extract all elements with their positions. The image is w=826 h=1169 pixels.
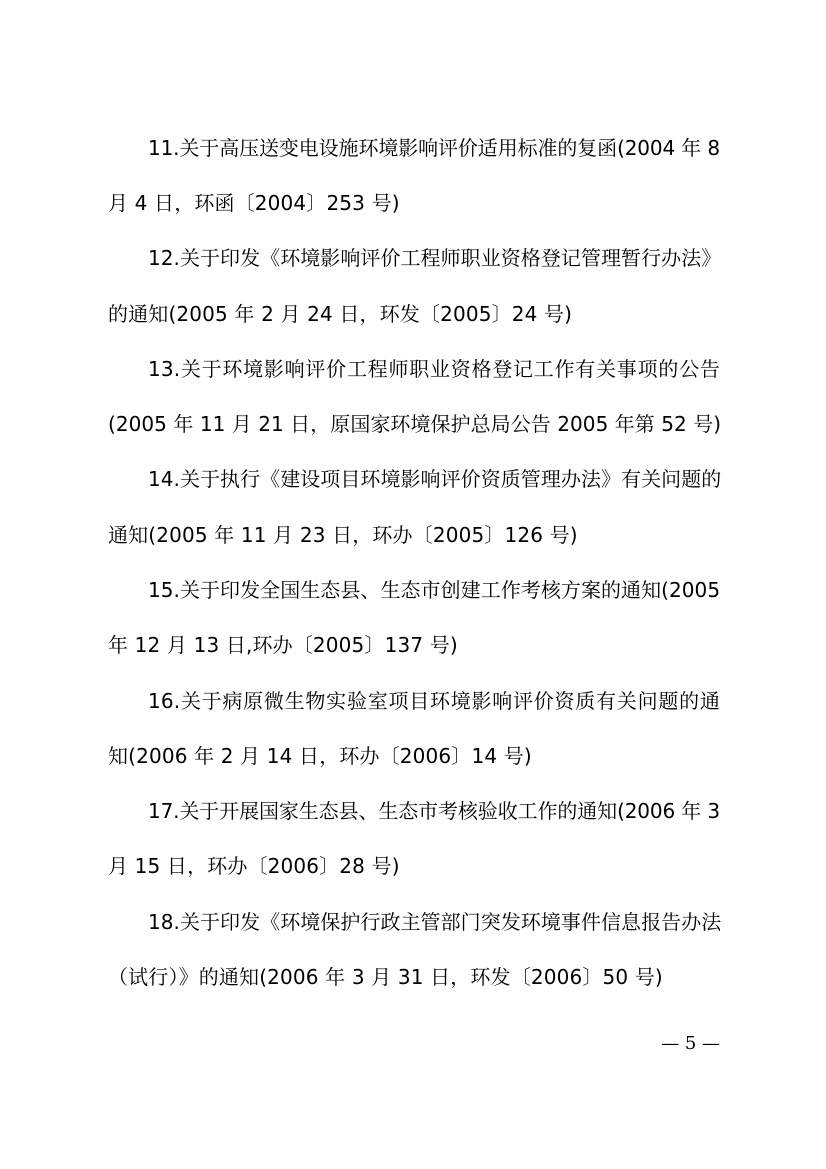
list-item-14-line-2: 通知(2005 年 11 月 23 日，环办〔2005〕126 号) xyxy=(108,523,578,547)
list-item-13-line-2: (2005 年 11 月 21 日，原国家环境保护总局公告 2005 年第 52 号) xyxy=(108,412,722,436)
list-item-15-line-1: 15.关于印发全国生态县、生态市创建工作考核方案的通知(2005 xyxy=(148,578,721,602)
list-item-18-line-2: （试行）》的通知(2006 年 3 月 31 日，环发〔2006〕50 号) xyxy=(108,965,663,989)
list-item-11-line-2: 月 4 日，环函〔2004〕253 号) xyxy=(108,191,400,215)
list-item-11-line-1: 11.关于高压送变电设施环境影响评价适用标准的复函(2004 年 8 xyxy=(148,136,720,160)
list-item-12-line-2: 的通知(2005 年 2 月 24 日，环发〔2005〕24 号) xyxy=(108,302,573,326)
list-item-18-line-1: 18.关于印发《环境保护行政主管部门突发环境事件信息报告办法 xyxy=(148,910,722,934)
list-item-12-line-1: 12.关于印发《环境影响评价工程师职业资格登记管理暂行办法》 xyxy=(148,246,722,270)
list-item-15-line-2: 年 12 月 13 日,环办〔2005〕137 号) xyxy=(108,633,458,657)
list-item-17-line-2: 月 15 日，环办〔2006〕28 号) xyxy=(108,854,400,878)
list-item-16-line-2: 知(2006 年 2 月 14 日，环办〔2006〕14 号) xyxy=(108,744,532,768)
list-item-16-line-1: 16.关于病原微生物实验室项目环境影响评价资质有关问题的通 xyxy=(148,689,720,713)
list-item-13-line-1: 13.关于环境影响评价工程师职业资格登记工作有关事项的公告 xyxy=(148,357,720,381)
list-item-14-line-1: 14.关于执行《建设项目环境影响评价资质管理办法》有关问题的 xyxy=(148,467,722,491)
list-item-17-line-1: 17.关于开展国家生态县、生态市考核验收工作的通知(2006 年 3 xyxy=(148,799,720,823)
page-number: — 5 — xyxy=(661,1033,720,1054)
